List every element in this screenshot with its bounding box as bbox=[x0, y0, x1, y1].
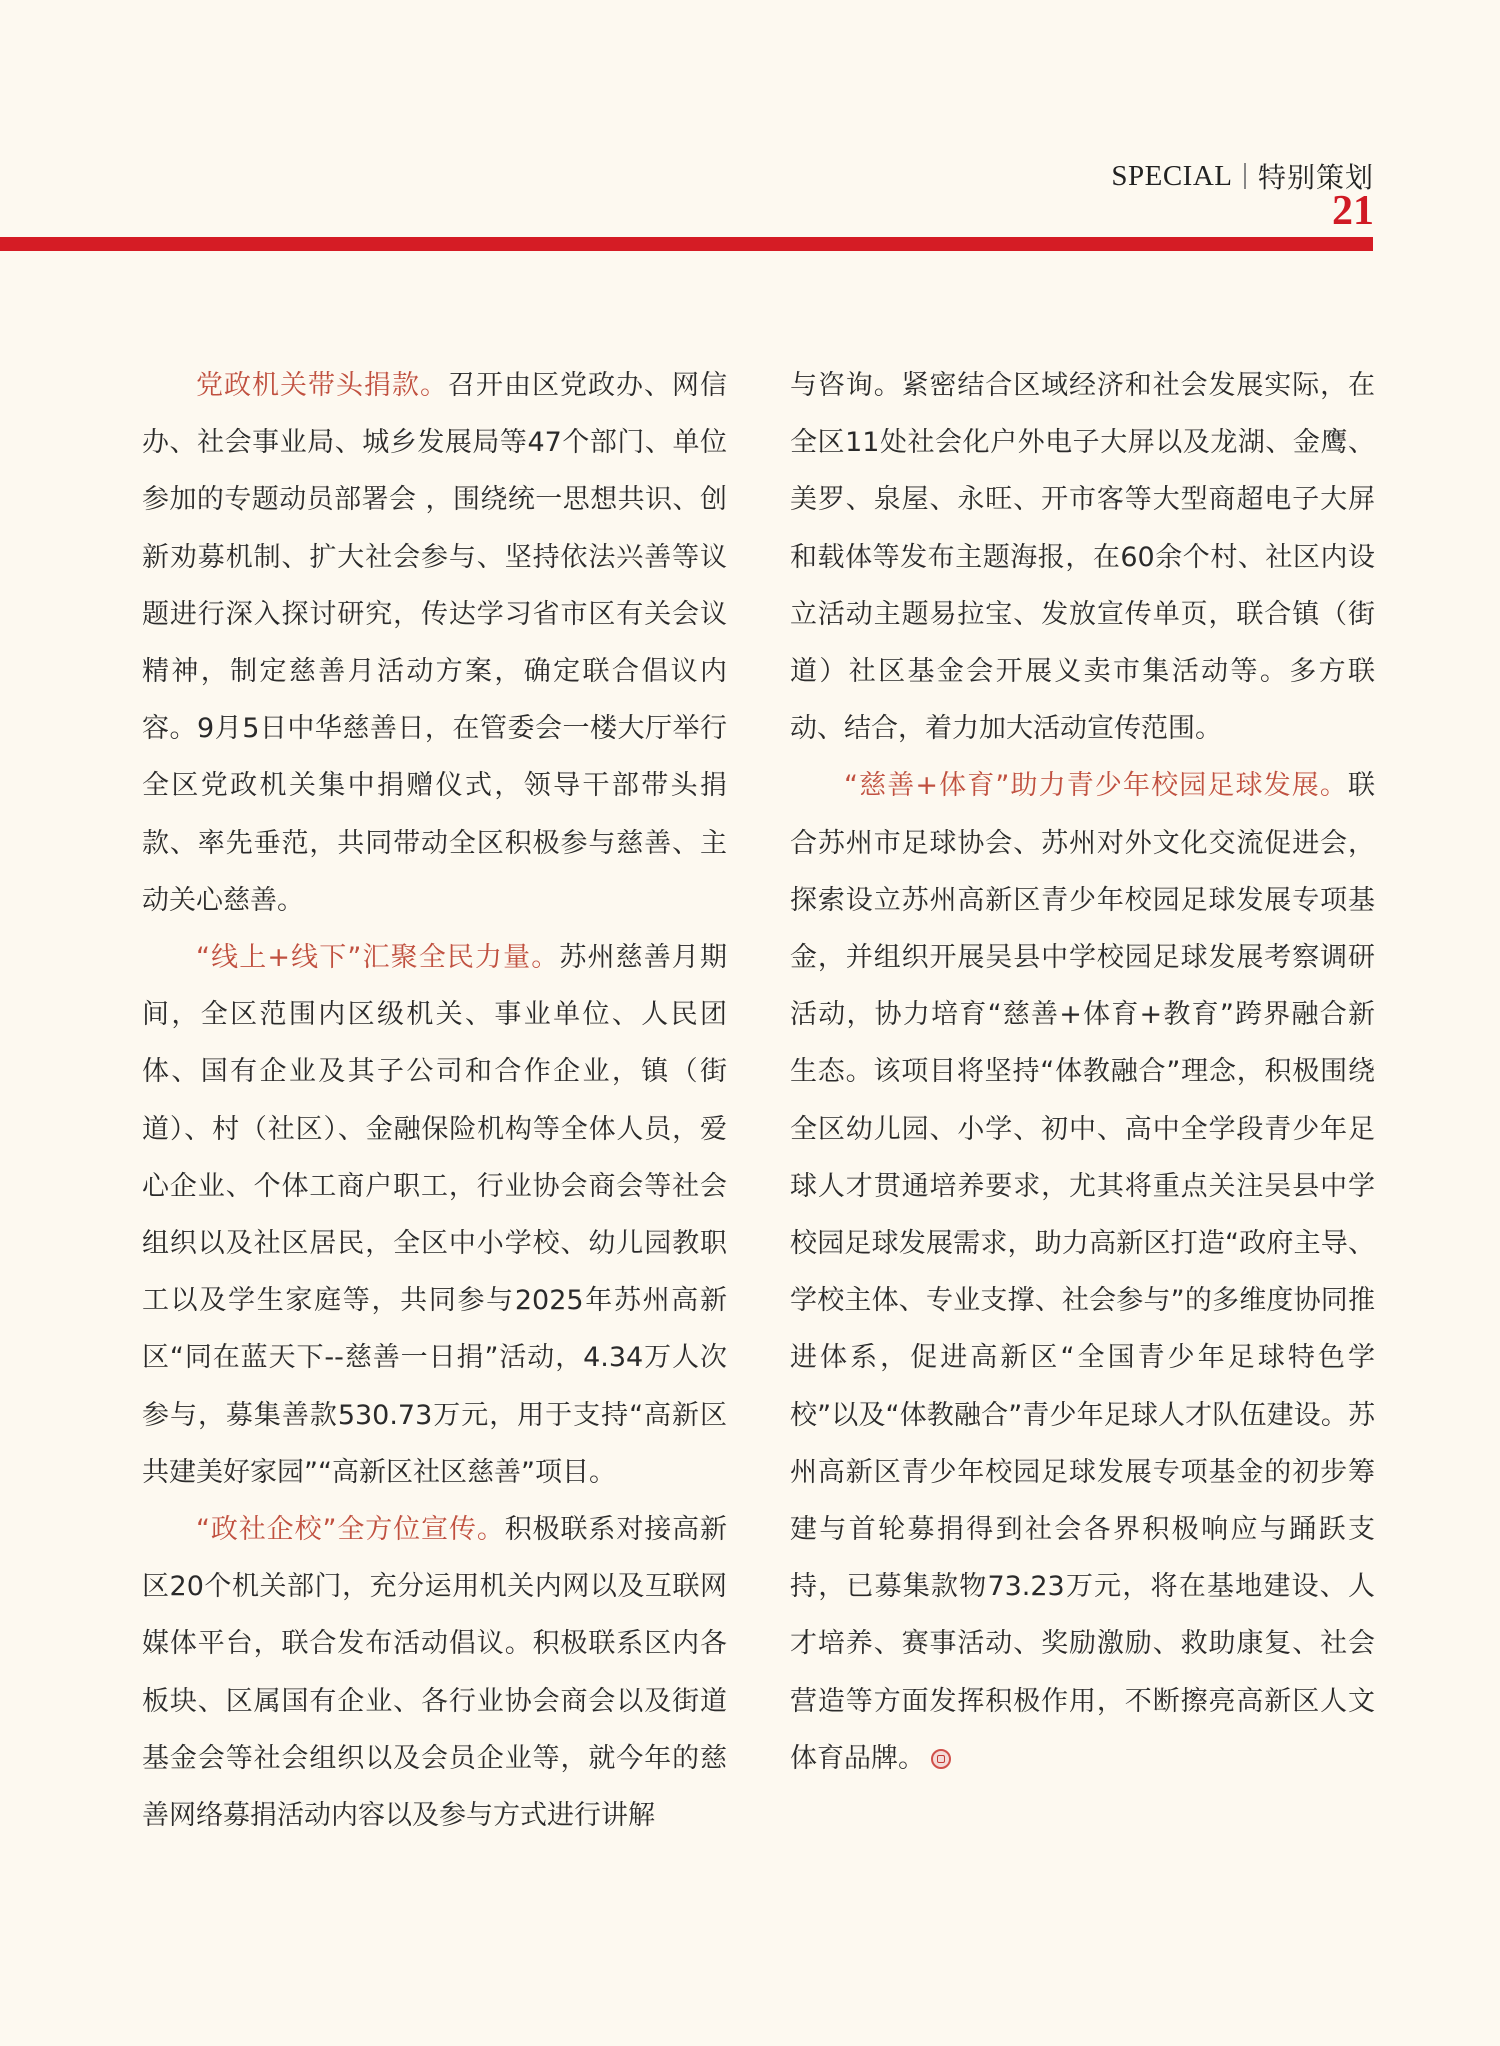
paragraph-body: 召开由区党政办、网信办、社会事业局、城乡发展局等47个部门、单位参加的专题动员部署会 ，围绕统一思想共识、创新劝募机制、扩大社会参与、坚持依法兴善等议题进行深入探讨研究，传达学习省市区有关会议精神，制定慈善月活动方案，确定联合倡议内容。9月5日中华慈善日，在管委会一楼大厅举行全区党政机关集中捐赠仪式，领导干部带头捐款、率先垂范，共同带动全区积极参与慈善、主动关心慈善。 bbox=[142, 370, 727, 916]
paragraph-continuation: 与咨询。紧密结合区域经济和社会发展实际，在全区11处社会化户外电子大屏以及龙湖、金鹰、美罗、泉屋、永旺、开市客等大型商超电子大屏和载体等发布主题海报，在60余个村、社区内设立活动主题易拉宝、发放宣传单页，联合镇（街道）社区基金会开展义卖市集活动等。多方联动、结合，着力加大活动宣传范围。 bbox=[790, 370, 1375, 745]
article-column-left bbox=[142, 357, 727, 1844]
paragraph-party-government-donation bbox=[142, 357, 727, 929]
article-column-right bbox=[790, 357, 1375, 1787]
paragraph-lead: 党政机关带头捐款。 bbox=[196, 370, 448, 401]
paragraph-lead: “政社企校”全方位宣传。 bbox=[196, 1514, 505, 1546]
paragraph-body: 积极联系对接高新区20个机关部门，充分运用机关内网以及互联网媒体平台，联合发布活动倡议。积极联系区内各板块、区属国有企业、各行业协会商会以及街道基金会等社会组织以及会员企业等，就今年的慈善网络募捐活动内容以及参与方式进行讲解 bbox=[142, 1514, 728, 1832]
page-number: 21 bbox=[1332, 188, 1374, 234]
paragraph-body: 联合苏州市足球协会、苏州对外文化交流促进会，探索设立苏州高新区青少年校园足球发展专项基金，并组织开展吴县中学校园足球发展考察调研活动，协力培育“慈善+体育+教育”跨界融合新生态。该项目将坚持“体教融合”理念，积极围绕全区幼儿园、小学、初中、高中全学段青少年足球人才贯通培养要求，尤其将重点关注吴县中学校园足球发展需求，助力高新区打造“政府主导、学校主体、专业支撑、社会参与”的多维度协同推进体系，促进高新区“全国青少年足球特色学校”以及“体教融合”青少年足球人才队伍建设。苏州高新区青少年校园足球发展专项基金的初步筹建与首轮募捐得到社会各界积极响应与踊跃支持，已募集款物73.23万元，将在基地建设、人才培养、赛事活动、奖励激励、救助康复、社会营造等方面发挥积极作用，不断擦亮高新区人文体育品牌。 bbox=[790, 770, 1375, 1774]
paragraph-lead: “慈善+体育”助力青少年校园足球发展。 bbox=[844, 770, 1348, 802]
paragraph-charity-sports bbox=[790, 757, 1375, 1787]
section-label-en: SPECIAL bbox=[1111, 159, 1233, 192]
paragraph-lead: “线上+线下”汇聚全民力量。 bbox=[196, 942, 560, 974]
paragraph-body: 苏州慈善月期间，全区范围内区级机关、事业单位、人民团体、国有企业及其子公司和合作企业，镇（街道）、村（社区）、金融保险机构等全体人员，爱心企业、个体工商户职工，行业协会商会等社会组织以及社区居民，全区中小学校、幼儿园教职工以及学生家庭等，共同参与2025年苏州高新区“同在蓝天下--慈善一日捐”活动，4.34万人次参与，募集善款530.73万元，用于支持“高新区共建美好家园”“高新区社区慈善”项目。 bbox=[142, 942, 728, 1488]
header-divider bbox=[1244, 163, 1246, 189]
seal-end-mark-icon bbox=[931, 1749, 951, 1769]
paragraph-online-offline bbox=[142, 929, 727, 1501]
section-label-cn: 特别策划 bbox=[1257, 161, 1374, 194]
header-rule bbox=[0, 237, 1373, 251]
paragraph-publicity bbox=[142, 1501, 727, 1844]
